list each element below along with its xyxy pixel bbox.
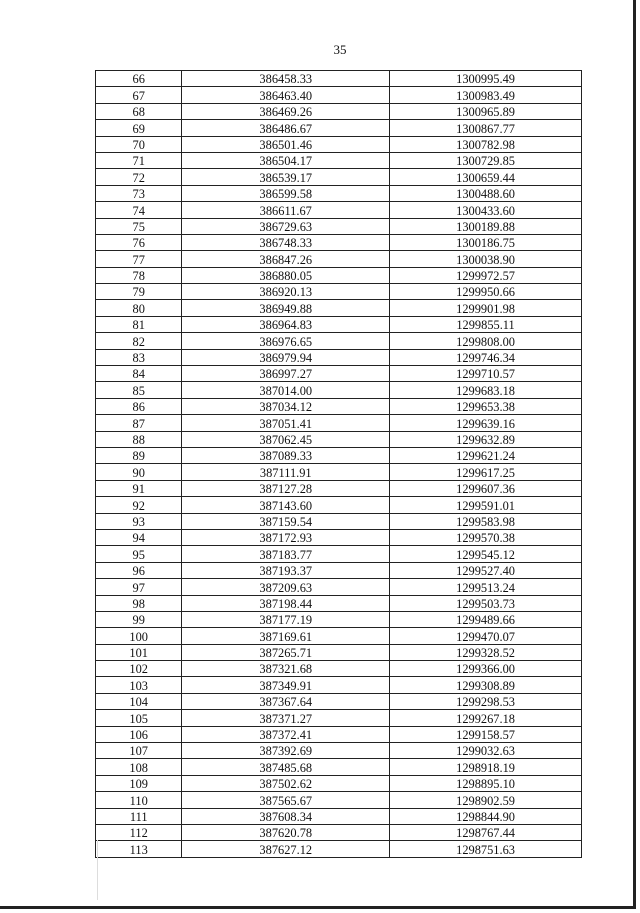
x-coordinate-cell: 387183.77 <box>182 546 390 562</box>
coordinates-table-body <box>96 71 582 858</box>
x-coordinate-cell: 387627.12 <box>182 841 390 857</box>
y-coordinate-cell: 1300729.85 <box>390 152 582 168</box>
y-coordinate-cell: 1298895.10 <box>390 775 582 791</box>
y-coordinate-cell: 1299901.98 <box>390 300 582 316</box>
point-number-cell: 91 <box>96 480 182 496</box>
y-coordinate-cell: 1298844.90 <box>390 808 582 824</box>
y-coordinate-cell: 1299746.34 <box>390 349 582 365</box>
y-coordinate-cell: 1300038.90 <box>390 251 582 267</box>
point-number-cell: 79 <box>96 284 182 300</box>
x-coordinate-cell: 387502.62 <box>182 775 390 791</box>
point-number-cell: 68 <box>96 103 182 119</box>
y-coordinate-cell: 1299621.24 <box>390 447 582 463</box>
y-coordinate-cell: 1299158.57 <box>390 726 582 742</box>
point-number-cell: 107 <box>96 743 182 759</box>
x-coordinate-cell: 386504.17 <box>182 152 390 168</box>
x-coordinate-cell: 386997.27 <box>182 366 390 382</box>
point-number-cell: 105 <box>96 710 182 726</box>
point-number-cell: 93 <box>96 513 182 529</box>
x-coordinate-cell: 386748.33 <box>182 234 390 250</box>
y-coordinate-cell: 1299489.66 <box>390 611 582 627</box>
table-row <box>96 759 582 775</box>
y-coordinate-cell: 1299267.18 <box>390 710 582 726</box>
y-coordinate-cell: 1300983.49 <box>390 87 582 103</box>
table-row <box>96 529 582 545</box>
y-coordinate-cell: 1299808.00 <box>390 333 582 349</box>
table-row <box>96 808 582 824</box>
x-coordinate-cell: 386976.65 <box>182 333 390 349</box>
point-number-cell: 109 <box>96 775 182 791</box>
y-coordinate-cell: 1300186.75 <box>390 234 582 250</box>
table-row <box>96 661 582 677</box>
x-coordinate-cell: 386880.05 <box>182 267 390 283</box>
y-coordinate-cell: 1300659.44 <box>390 169 582 185</box>
table-row <box>96 579 582 595</box>
point-number-cell: 85 <box>96 382 182 398</box>
y-coordinate-cell: 1299639.16 <box>390 415 582 431</box>
y-coordinate-cell: 1298902.59 <box>390 792 582 808</box>
point-number-cell: 72 <box>96 169 182 185</box>
x-coordinate-cell: 387014.00 <box>182 382 390 398</box>
table-row <box>96 775 582 791</box>
y-coordinate-cell: 1299513.24 <box>390 579 582 595</box>
table-row <box>96 447 582 463</box>
y-coordinate-cell: 1299545.12 <box>390 546 582 562</box>
point-number-cell: 113 <box>96 841 182 857</box>
point-number-cell: 77 <box>96 251 182 267</box>
table-row <box>96 644 582 660</box>
table-row <box>96 234 582 250</box>
table-row <box>96 284 582 300</box>
table-row <box>96 218 582 234</box>
x-coordinate-cell: 387111.91 <box>182 464 390 480</box>
point-number-cell: 71 <box>96 152 182 168</box>
page-number: 35 <box>333 42 347 57</box>
x-coordinate-cell: 386469.26 <box>182 103 390 119</box>
table-row <box>96 415 582 431</box>
x-coordinate-cell: 387177.19 <box>182 611 390 627</box>
table-row <box>96 726 582 742</box>
x-coordinate-cell: 387367.64 <box>182 693 390 709</box>
table-row <box>96 710 582 726</box>
x-coordinate-cell: 387608.34 <box>182 808 390 824</box>
x-coordinate-cell: 387371.27 <box>182 710 390 726</box>
point-number-cell: 100 <box>96 628 182 644</box>
table-row <box>96 824 582 840</box>
y-coordinate-cell: 1299591.01 <box>390 497 582 513</box>
point-number-cell: 76 <box>96 234 182 250</box>
table-row <box>96 316 582 332</box>
y-coordinate-cell: 1299328.52 <box>390 644 582 660</box>
table-row <box>96 841 582 857</box>
point-number-cell: 112 <box>96 824 182 840</box>
y-coordinate-cell: 1300433.60 <box>390 202 582 218</box>
point-number-cell: 110 <box>96 792 182 808</box>
point-number-cell: 69 <box>96 120 182 136</box>
x-coordinate-cell: 386501.46 <box>182 136 390 152</box>
point-number-cell: 80 <box>96 300 182 316</box>
x-coordinate-cell: 387169.61 <box>182 628 390 644</box>
table-row <box>96 185 582 201</box>
table-row <box>96 267 582 283</box>
table-row <box>96 743 582 759</box>
x-coordinate-cell: 386949.88 <box>182 300 390 316</box>
point-number-cell: 94 <box>96 529 182 545</box>
y-coordinate-cell: 1299617.25 <box>390 464 582 480</box>
y-coordinate-cell: 1299570.38 <box>390 529 582 545</box>
table-row <box>96 382 582 398</box>
point-number-cell: 106 <box>96 726 182 742</box>
table-row <box>96 120 582 136</box>
point-number-cell: 66 <box>96 71 182 87</box>
y-coordinate-cell: 1299683.18 <box>390 382 582 398</box>
point-number-cell: 70 <box>96 136 182 152</box>
y-coordinate-cell: 1299710.57 <box>390 366 582 382</box>
y-coordinate-cell: 1299972.57 <box>390 267 582 283</box>
point-number-cell: 75 <box>96 218 182 234</box>
table-row <box>96 611 582 627</box>
table-row <box>96 251 582 267</box>
table-row <box>96 677 582 693</box>
table-row <box>96 87 582 103</box>
table-row <box>96 366 582 382</box>
table-row <box>96 497 582 513</box>
scan-artifact <box>97 840 98 900</box>
point-number-cell: 81 <box>96 316 182 332</box>
point-number-cell: 111 <box>96 808 182 824</box>
x-coordinate-cell: 387485.68 <box>182 759 390 775</box>
x-coordinate-cell: 386847.26 <box>182 251 390 267</box>
x-coordinate-cell: 387034.12 <box>182 398 390 414</box>
point-number-cell: 87 <box>96 415 182 431</box>
table-row <box>96 136 582 152</box>
x-coordinate-cell: 387620.78 <box>182 824 390 840</box>
table-row <box>96 349 582 365</box>
x-coordinate-cell: 386611.67 <box>182 202 390 218</box>
point-number-cell: 82 <box>96 333 182 349</box>
x-coordinate-cell: 387565.67 <box>182 792 390 808</box>
y-coordinate-cell: 1300488.60 <box>390 185 582 201</box>
y-coordinate-cell: 1299032.63 <box>390 743 582 759</box>
table-row <box>96 398 582 414</box>
point-number-cell: 67 <box>96 87 182 103</box>
x-coordinate-cell: 387209.63 <box>182 579 390 595</box>
y-coordinate-cell: 1299503.73 <box>390 595 582 611</box>
x-coordinate-cell: 387051.41 <box>182 415 390 431</box>
x-coordinate-cell: 387321.68 <box>182 661 390 677</box>
x-coordinate-cell: 387265.71 <box>182 644 390 660</box>
point-number-cell: 89 <box>96 447 182 463</box>
y-coordinate-cell: 1300782.98 <box>390 136 582 152</box>
table-row <box>96 333 582 349</box>
x-coordinate-cell: 386486.67 <box>182 120 390 136</box>
table-row <box>96 431 582 447</box>
point-number-cell: 95 <box>96 546 182 562</box>
point-number-cell: 84 <box>96 366 182 382</box>
y-coordinate-cell: 1299653.38 <box>390 398 582 414</box>
point-number-cell: 103 <box>96 677 182 693</box>
point-number-cell: 102 <box>96 661 182 677</box>
x-coordinate-cell: 387143.60 <box>182 497 390 513</box>
table-row <box>96 480 582 496</box>
point-number-cell: 92 <box>96 497 182 513</box>
point-number-cell: 108 <box>96 759 182 775</box>
table-row <box>96 300 582 316</box>
table-row <box>96 562 582 578</box>
y-coordinate-cell: 1299298.53 <box>390 693 582 709</box>
point-number-cell: 96 <box>96 562 182 578</box>
x-coordinate-cell: 387159.54 <box>182 513 390 529</box>
table-row <box>96 693 582 709</box>
y-coordinate-cell: 1299632.89 <box>390 431 582 447</box>
x-coordinate-cell: 386920.13 <box>182 284 390 300</box>
y-coordinate-cell: 1300995.49 <box>390 71 582 87</box>
x-coordinate-cell: 386964.83 <box>182 316 390 332</box>
table-row <box>96 464 582 480</box>
x-coordinate-cell: 386463.40 <box>182 87 390 103</box>
point-number-cell: 99 <box>96 611 182 627</box>
x-coordinate-cell: 386979.94 <box>182 349 390 365</box>
y-coordinate-cell: 1299527.40 <box>390 562 582 578</box>
x-coordinate-cell: 387349.91 <box>182 677 390 693</box>
x-coordinate-cell: 386539.17 <box>182 169 390 185</box>
y-coordinate-cell: 1298751.63 <box>390 841 582 857</box>
point-number-cell: 101 <box>96 644 182 660</box>
coordinates-table <box>95 70 582 858</box>
table-row <box>96 169 582 185</box>
y-coordinate-cell: 1298918.19 <box>390 759 582 775</box>
x-coordinate-cell: 386729.63 <box>182 218 390 234</box>
y-coordinate-cell: 1299855.11 <box>390 316 582 332</box>
point-number-cell: 83 <box>96 349 182 365</box>
x-coordinate-cell: 387127.28 <box>182 480 390 496</box>
table-row <box>96 71 582 87</box>
point-number-cell: 104 <box>96 693 182 709</box>
point-number-cell: 73 <box>96 185 182 201</box>
x-coordinate-cell: 387062.45 <box>182 431 390 447</box>
table-row <box>96 152 582 168</box>
x-coordinate-cell: 387172.93 <box>182 529 390 545</box>
y-coordinate-cell: 1299950.66 <box>390 284 582 300</box>
x-coordinate-cell: 386458.33 <box>182 71 390 87</box>
table-row <box>96 546 582 562</box>
point-number-cell: 90 <box>96 464 182 480</box>
x-coordinate-cell: 387372.41 <box>182 726 390 742</box>
table-row <box>96 595 582 611</box>
y-coordinate-cell: 1300867.77 <box>390 120 582 136</box>
x-coordinate-cell: 387089.33 <box>182 447 390 463</box>
x-coordinate-cell: 387392.69 <box>182 743 390 759</box>
table-row <box>96 202 582 218</box>
point-number-cell: 74 <box>96 202 182 218</box>
point-number-cell: 97 <box>96 579 182 595</box>
table-row <box>96 513 582 529</box>
point-number-cell: 88 <box>96 431 182 447</box>
y-coordinate-cell: 1300965.89 <box>390 103 582 119</box>
table-row <box>96 628 582 644</box>
x-coordinate-cell: 387198.44 <box>182 595 390 611</box>
y-coordinate-cell: 1299470.07 <box>390 628 582 644</box>
y-coordinate-cell: 1299583.98 <box>390 513 582 529</box>
y-coordinate-cell: 1298767.44 <box>390 824 582 840</box>
point-number-cell: 78 <box>96 267 182 283</box>
y-coordinate-cell: 1300189.88 <box>390 218 582 234</box>
table-row <box>96 792 582 808</box>
y-coordinate-cell: 1299308.89 <box>390 677 582 693</box>
y-coordinate-cell: 1299366.00 <box>390 661 582 677</box>
table-row <box>96 103 582 119</box>
point-number-cell: 86 <box>96 398 182 414</box>
y-coordinate-cell: 1299607.36 <box>390 480 582 496</box>
x-coordinate-cell: 386599.58 <box>182 185 390 201</box>
point-number-cell: 98 <box>96 595 182 611</box>
x-coordinate-cell: 387193.37 <box>182 562 390 578</box>
